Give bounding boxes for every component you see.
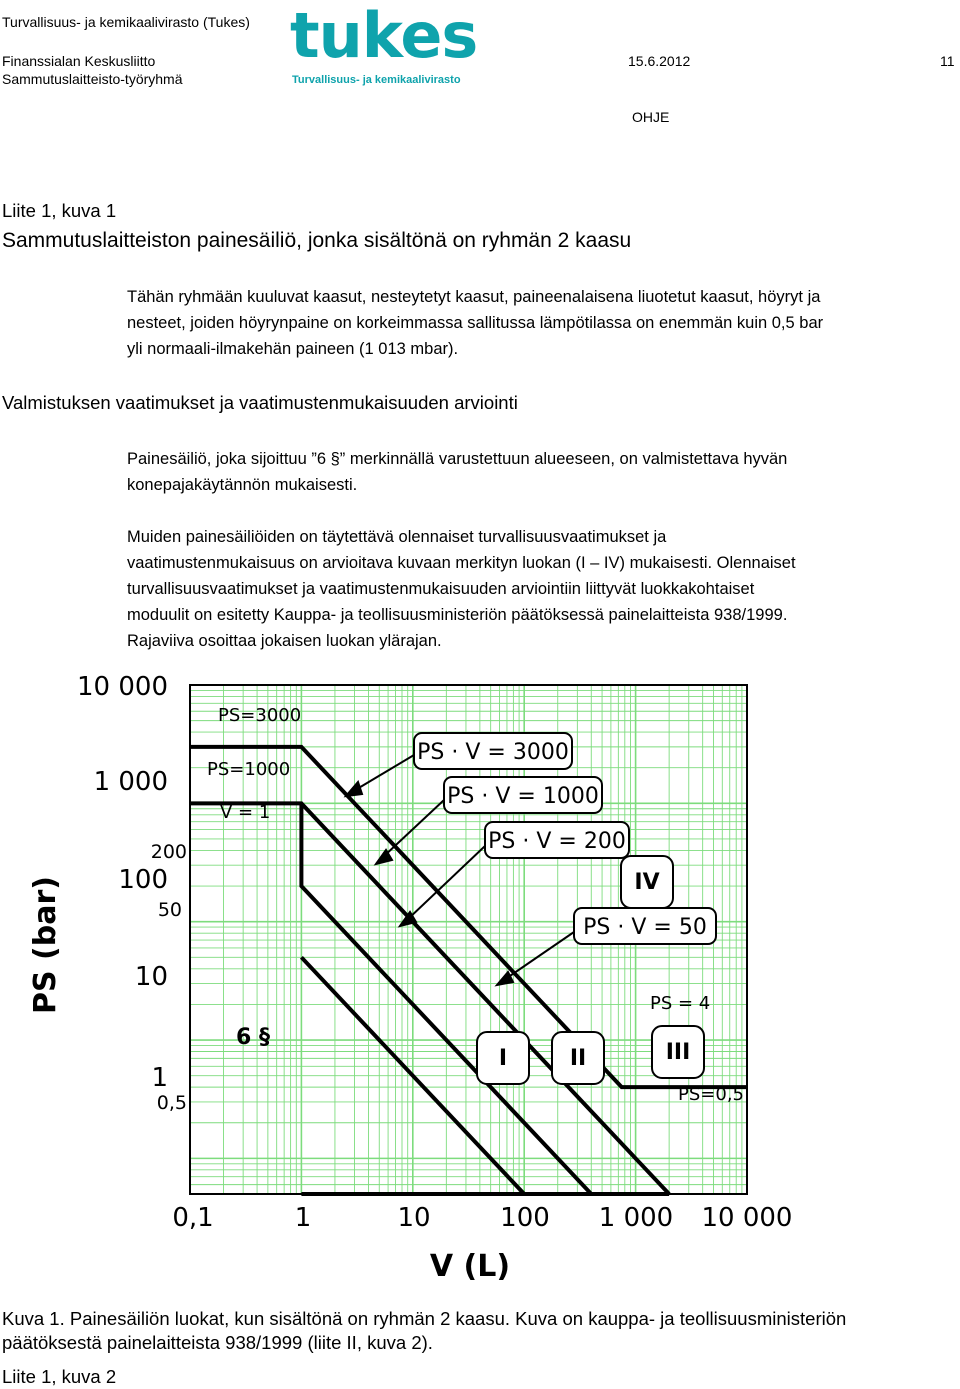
next-appendix-label: Liite 1, kuva 2: [2, 1366, 117, 1387]
y-tick-label: 50: [157, 899, 182, 921]
organization-name: Finanssialan Keskusliitto: [2, 53, 156, 69]
appendix-label: Liite 1, kuva 1: [2, 200, 117, 221]
y-tick-label: 1 000: [93, 767, 168, 797]
text-line: vaatimustenmukaisuus on arvioitava kuvaan merkityn luokan (I – IV) mukaisesti. Olennaiset: [127, 554, 796, 572]
limit-label-ps3000: PS=3000: [218, 705, 302, 726]
category-box-i: [477, 1032, 529, 1084]
text-line: yli normaali-ilmakehän paineen (1 013 mbar).: [127, 340, 459, 358]
tukes-logo: [290, 0, 478, 94]
document-type: OHJE: [632, 109, 670, 125]
agency-name: Turvallisuus- ja kemikaalivirasto (Tukes): [2, 14, 250, 30]
figure-caption: [2, 1307, 846, 1355]
svg-text:PS · V = 1000: PS · V = 1000: [447, 784, 599, 809]
x-tick-label: 1 000: [598, 1203, 674, 1233]
text-line: konepajakäytännön mukaisesti.: [127, 476, 358, 494]
svg-text:PS · V = 200: PS · V = 200: [488, 829, 626, 854]
x-axis-title: V (L): [429, 1249, 511, 1284]
x-tick-label: 1: [294, 1203, 312, 1233]
category-label-6: 6 §: [236, 1025, 270, 1050]
pressure-category-chart: [0, 660, 960, 1300]
y-tick-label: 0,5: [156, 1092, 187, 1114]
text-line: nesteet, joiden höyrynpaine on korkeimmassa sallitussa lämpötilassa on enemmän kuin 0,5 bar: [127, 314, 824, 332]
limit-label-ps1000: PS=1000: [207, 759, 291, 780]
paragraph-categories: [127, 524, 796, 654]
text-line: päätöksestä painelaitteista 938/1999 (liite II, kuva 2).: [2, 1332, 433, 1353]
x-tick-label: 10: [397, 1203, 431, 1233]
callout-ps-v-3000: [414, 733, 572, 769]
y-tick-label: 10: [134, 962, 168, 992]
page-number: 11: [940, 53, 955, 69]
y-tick-label: 1: [151, 1063, 168, 1093]
svg-text:I: I: [498, 1046, 508, 1071]
logo-wordmark: tukes: [290, 0, 478, 72]
limit-label-v1: V = 1: [220, 802, 271, 823]
y-tick-label: 10 000: [77, 672, 168, 702]
svg-text:II: II: [569, 1046, 587, 1071]
y-tick-label: 100: [118, 865, 168, 895]
text-line: Muiden painesäiliöiden on täytettävä olennaiset turvallisuusvaatimukset ja: [127, 528, 667, 546]
intro-paragraph: [127, 284, 823, 362]
callout-ps-v-200: [485, 822, 629, 858]
svg-text:IV: IV: [634, 870, 660, 895]
svg-text:III: III: [665, 1040, 691, 1065]
page-title: Sammutuslaitteiston painesäiliö, jonka sisältönä on ryhmän 2 kaasu: [2, 229, 632, 252]
text-line: Painesäiliö, joka sijoittuu ”6 §” merkinnällä varustettuun alueeseen, on valmistettava hyvän: [127, 450, 788, 468]
x-tick-label: 100: [500, 1203, 550, 1233]
y-axis-title: PS (bar): [28, 876, 63, 1014]
y-tick-label: 200: [150, 841, 187, 863]
series-line-2: [190, 803, 669, 1194]
document-date: 15.6.2012: [628, 53, 691, 69]
working-group-name: Sammutuslaitteisto-työryhmä: [2, 71, 183, 87]
callout-ps-v-50: [574, 908, 716, 944]
x-tick-label: 0,1: [172, 1203, 214, 1233]
category-box-iv: [621, 856, 673, 908]
text-line: moduulit on esitetty Kauppa- ja teollisuusministeriön päätöksessä painelaitteista 938/1999.: [127, 606, 788, 624]
text-line: turvallisuusvaatimukset ja vaatimustenmukaisuuden arviointiin liittyvät luokkakohtaiset: [127, 580, 755, 598]
logo-subtitle: Turvallisuus- ja kemikaalivirasto: [292, 74, 461, 86]
section-heading: Valmistuksen vaatimukset ja vaatimustenmukaisuuden arviointi: [2, 392, 518, 413]
limit-label-ps05: PS=0,5: [678, 1084, 744, 1105]
text-line: Rajaviiva osoittaa jokaisen luokan ylärajan.: [127, 632, 442, 650]
callout-ps-v-1000: [444, 777, 602, 813]
text-line: Kuva 1. Painesäiliön luokat, kun sisältönä on ryhmän 2 kaasu. Kuva on kauppa- ja teollisuusministeriön: [2, 1308, 847, 1329]
x-tick-label: 10 000: [701, 1203, 793, 1233]
category-box-iii: [652, 1026, 704, 1078]
svg-text:PS · V = 50: PS · V = 50: [583, 915, 707, 940]
text-line: Tähän ryhmään kuuluvat kaasut, nesteytetyt kaasut, paineenalaisena liuotetut kaasut, höyryt ja: [127, 288, 821, 306]
svg-text:PS · V = 3000: PS · V = 3000: [417, 740, 569, 765]
category-box-ii: [552, 1032, 604, 1084]
paragraph-6-section: [127, 446, 787, 498]
limit-label-ps4: PS = 4: [650, 993, 711, 1014]
